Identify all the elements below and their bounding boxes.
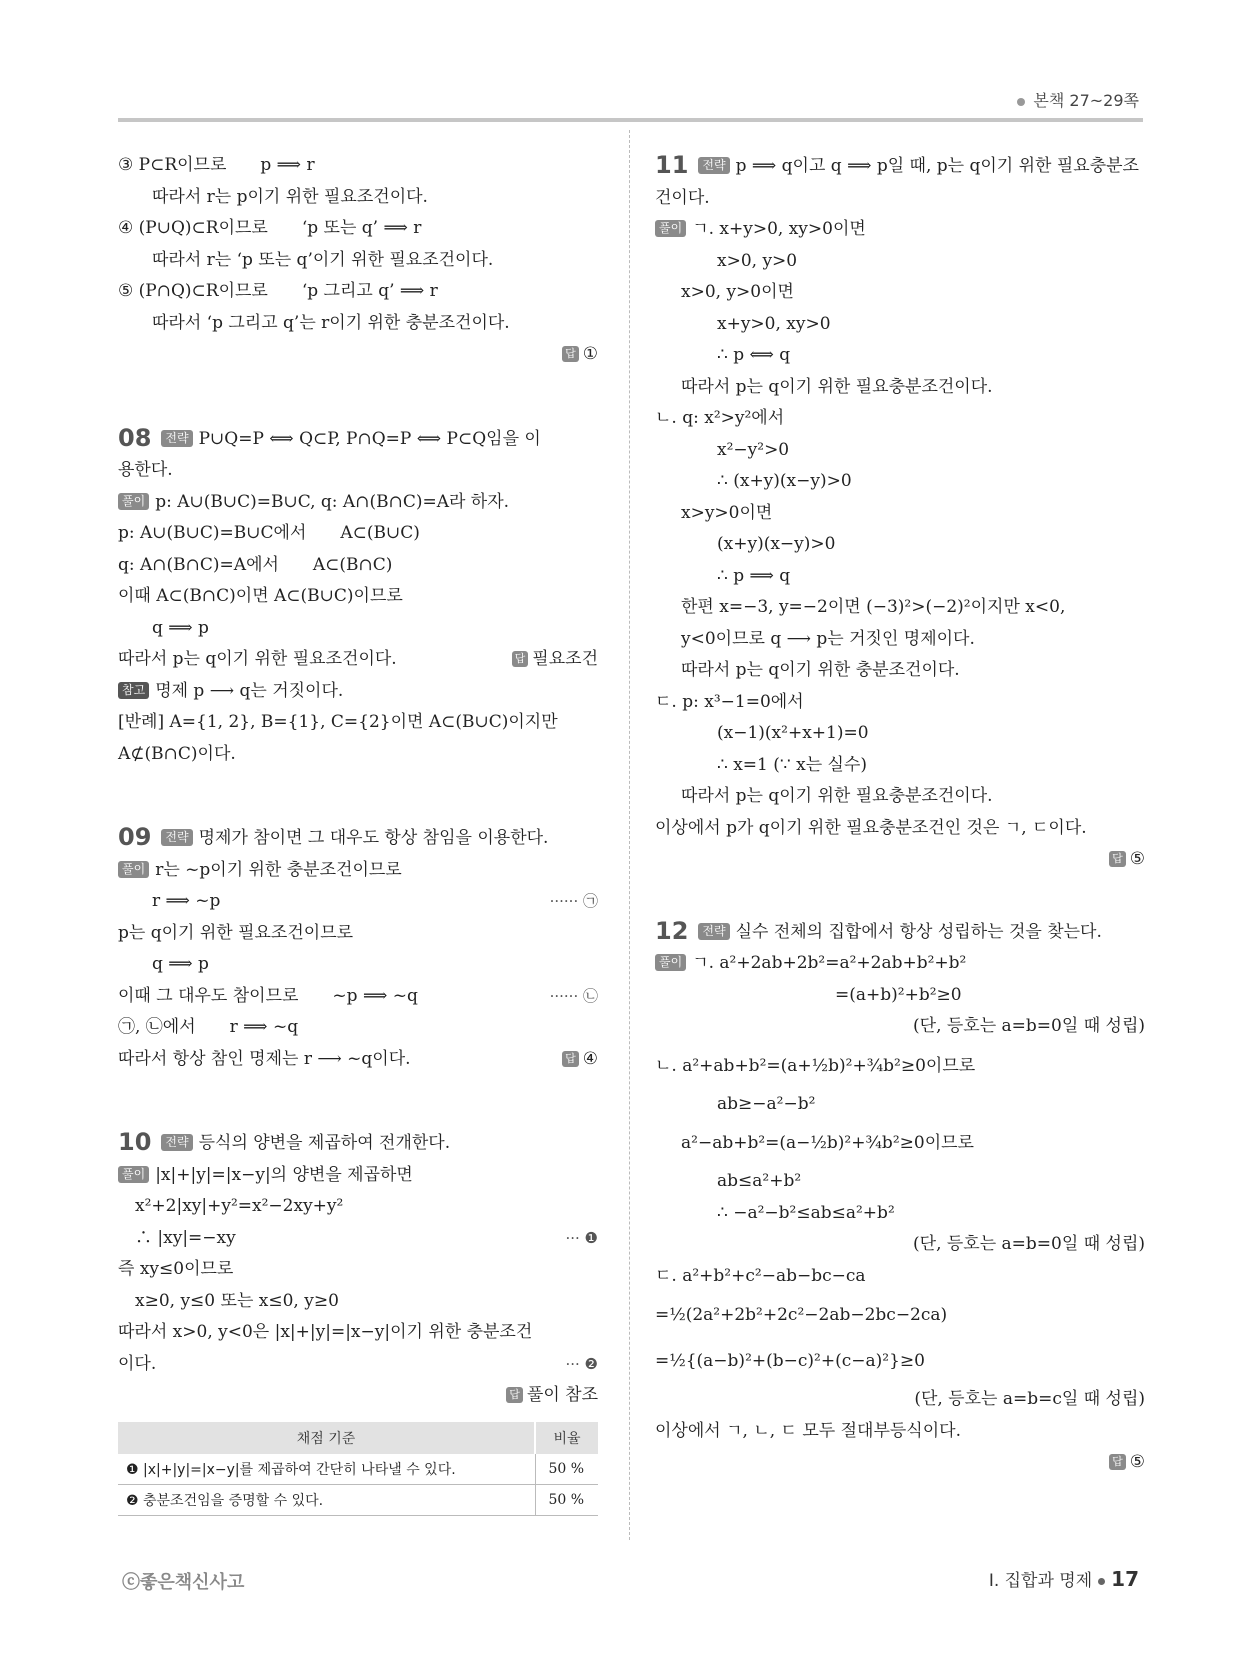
solution-line: (단, 등호는 a=b=0일 때 성립): [913, 1016, 1145, 1036]
solution-11: [655, 246, 1145, 845]
problem-number: 09: [118, 823, 152, 851]
bullet-icon: [1098, 1578, 1105, 1585]
solution-line: ∴ p ⟹ q: [717, 565, 791, 586]
solution-line: (x+y)(x−y)>0: [717, 534, 836, 554]
solution-line: x>0, y>0: [717, 250, 798, 271]
table-row: ❷ 충분조건임을 증명할 수 있다. 50 %: [118, 1484, 598, 1515]
solution-line: x²−y²>0: [717, 439, 790, 460]
solution-line: ㄴ. q: x²>y²에서: [655, 408, 785, 428]
grading-table: 채점 기준 비율 ❶ |x|+|y|=|x−y|를 제곱하여 간단히 나타낼 수 있다. 50 % ❷ 충분조건임을 증명할 수 있다. 50 %: [118, 1422, 598, 1516]
solution-line: ④ (P∪Q)⊂R이므로 ‘p 또는 q’ ⟹ r: [118, 218, 422, 238]
solution-line: ③ P⊂R이므로 p ⟹ r: [118, 155, 315, 175]
solution-line: (단, 등호는 a=b=0일 때 성립): [913, 1234, 1145, 1254]
solution-line: ㄷ. a²+b²+c²−ab−bc−ca: [655, 1265, 866, 1286]
solution-line: 이상에서 ㄱ, ㄴ, ㄷ 모두 절대부등식이다.: [655, 1420, 961, 1441]
solution-line: 따라서 p는 q이기 위한 필요충분조건이다.: [681, 376, 993, 397]
solution-line: ∴ x=1 (∵ x는 실수): [717, 754, 868, 775]
solution-line: (x−1)(x²+x+1)=0: [717, 723, 869, 743]
problem-number: 11: [655, 151, 689, 179]
publisher-logo: ⓒ좋은책신사고: [122, 1572, 245, 1593]
section-12: 12 전략 실수 전체의 집합에서 항상 성립하는 것을 찾는다. 풀이 ㄱ. a²+2ab+2b²=a²+2ab+b²+b² =(a+b)²+b²≥0 (단, 등호는 a=b=0일 때 성립) ㄴ. a²+ab+b²=(a+½b)²+¾b²≥0이므로 ab≥−a²−b² a²−ab+b²=(a−½b)²+¾b²≥0이므로 ab≤a²+b² ∴ −a²−b²≤ab≤a²+b² (단, 등호는 a=b=0일 때 성립) ㄷ. a²+b²+c²−ab−bc−ca =½(2a²+2b²+2c²−2ab−2bc−2ca) =½{(a−b)²+(b−c)²+(c−a)²}≥0 (단, 등호는 a=b=c일 때 성립) 이상에서 ㄱ, ㄴ, ㄷ 모두 절대부등식이다. 답 ⑤: [655, 916, 1145, 1472]
table-row: ❶ |x|+|y|=|x−y|를 제곱하여 간단히 나타낼 수 있다. 50 %: [118, 1454, 598, 1485]
solution-line: x>y>0이면: [681, 502, 773, 523]
right-column: [655, 150, 1145, 1479]
solution-line: x+y>0, xy>0: [717, 313, 831, 334]
solution-line: 따라서 p는 q이기 위한 필요충분조건이다.: [681, 786, 993, 806]
solution-line: ⑤ (P∩Q)⊂R이므로 ‘p 그리고 q’ ⟹ r: [118, 281, 438, 301]
page-reference: 본책 27~29쪽: [1017, 88, 1139, 111]
section-10: 10 전략 등식의 양변을 제곱하여 전개한다. 풀이 |x|+|y|=|x−y|의 양변을 제곱하면 x²+2|xy|+y²=x²−2xy+y² ∴ |xy|=−xy ··· ❶ 즉 xy≤0이므로 x≥0, y≤0 또는 x≤0, y≥0 따라서 x>0, y<0은 |x|+|y|=|x−y|이기 위한 충분조건 이다. ··· ❷ 답 풀이 참조 채점 기준 비율 ❶ |x|+|y|=|x−y|를 제곱하여 간단히 나타낼 수 있다. 50 % ❷ 충분조건임을 증명할 수 있다. 50 %: [118, 1127, 598, 1516]
solution-line: 따라서 p는 q이기 위한 충분조건이다.: [681, 660, 960, 680]
left-column: [118, 150, 598, 1516]
problem-number: 12: [655, 916, 689, 945]
solution-line: ∴ p ⟺ q: [717, 345, 791, 365]
problem-number: 10: [118, 1128, 152, 1156]
column-divider: [629, 130, 630, 1540]
solution-line: =½(2a²+2b²+2c²−2ab−2bc−2ca): [655, 1305, 948, 1325]
solution-line: =½{(a−b)²+(b−c)²+(c−a)²}≥0: [655, 1351, 925, 1371]
section-11: 11 전략 p ⟹ q이고 q ⟹ p일 때, p는 q이기 위한 필요충분조 건이다. 풀이 ㄱ. x+y>0, xy>0이면 x>0, y>0 x>0, y>0이면 x+y>0, xy>0 ∴ p ⟺ q 따라서 p는 q이기 위한 필요충분조건이다. ㄴ. q: x²>y²에서 x²−y²>0 ∴ (x+y)(x−y)>0 x>y>0이면 (x+y)(x−y)>0 ∴ p ⟹ q 한편 x=−3, y=−2이면 (−3)²>(−2)²이지만 x<0, y<0이므로 q ⟶ p는 거짓인 명제이다. 따라서 p는 q이기 위한 충분조건이다. ㄷ. p: x³−1=0에서 (x−1)(x²+x+1)=0 ∴ x=1 (∵ x는 실수) 따라서 p는 q이기 위한 필요충분조건이다. 이상에서 p가 q이기 위한 필요충분조건인 것은 ㄱ, ㄷ이다. 답 ⑤: [655, 151, 1145, 869]
solution-line: ∴ (x+y)(x−y)>0: [717, 471, 852, 491]
solution-line: a²−ab+b²=(a−½b)²+¾b²≥0이므로: [681, 1133, 974, 1153]
solution-line: 한편 x=−3, y=−2이면 (−3)²>(−2)²이지만 x<0,: [681, 597, 1066, 617]
solution-line: ㄴ. a²+ab+b²=(a+½b)²+¾b²≥0이므로: [655, 1055, 976, 1076]
solution-line: y<0이므로 q ⟶ p는 거짓인 명제이다.: [681, 628, 975, 649]
solution-line: x>0, y>0이면: [681, 282, 794, 302]
solution-line: 이상에서 p가 q이기 위한 필요충분조건인 것은 ㄱ, ㄷ이다.: [655, 817, 1087, 838]
section-07-continued: [118, 150, 598, 339]
solution-line: ab≤a²+b²: [717, 1171, 802, 1191]
header-rule: [118, 118, 1143, 122]
solution-line: 따라서 r는 p이기 위한 필요조건이다.: [118, 186, 428, 207]
bullet-icon: [1017, 98, 1025, 106]
solution-line: 따라서 ‘p 그리고 q’는 r이기 위한 충분조건이다.: [118, 312, 510, 333]
solution-12: [655, 980, 1145, 1448]
solution-line: ㄷ. p: x³−1=0에서: [655, 691, 804, 712]
page-footer: I. 집합과 명제 17: [988, 1567, 1139, 1591]
answer-07: 답 ①: [118, 339, 598, 371]
solution-line: =(a+b)²+b²≥0: [835, 984, 962, 1005]
section-09: 09 전략 명제가 참이면 그 대우도 항상 참임을 이용한다. 풀이 r는 ~p이기 위한 충분조건이므로 r ⟹ ~p ······ ㉠ p는 q이기 위한 필요조건이므로 q ⟹ p 이때 그 대우도 참이므로 ~p ⟹ ~q ······ ㉡ ㉠, ㉡에서 r ⟹ ~q 따라서 항상 참인 명제는 r ⟶ ~q이다. 답 ④: [118, 823, 598, 1069]
problem-number: 08: [118, 423, 152, 452]
solution-line: (단, 등호는 a=b=c일 때 성립): [914, 1389, 1145, 1409]
section-08: 08 전략 P∪Q=P ⟺ Q⊂P, P∩Q=P ⟺ P⊂Q임을 이 용한다. 풀이 p: A∪(B∪C)=B∪C, q: A∩(B∩C)=A라 하자. p: A∪(B∪C)=B∪C에서 A⊂(B∪C) q: A∩(B∩C)=A에서 A⊂(B∩C) 이때 A⊂(B∩C)이면 A⊂(B∪C)이므로 q ⟹ p 따라서 p는 q이기 위한 필요조건이다. 답 필요조건 참고 명제 p ⟶ q는 거짓이다. [반례] A={1, 2}, B={1}, C={2}이면 A⊂(B∪C)이지만 A⊄(B∩C)이다.: [118, 423, 598, 764]
page-number: 17: [1111, 1567, 1139, 1591]
solution-line: 따라서 r는 ‘p 또는 q’이기 위한 필요조건이다.: [118, 249, 494, 270]
solution-line: ab≥−a²−b²: [717, 1093, 816, 1114]
solution-line: ∴ −a²−b²≤ab≤a²+b²: [717, 1202, 895, 1223]
